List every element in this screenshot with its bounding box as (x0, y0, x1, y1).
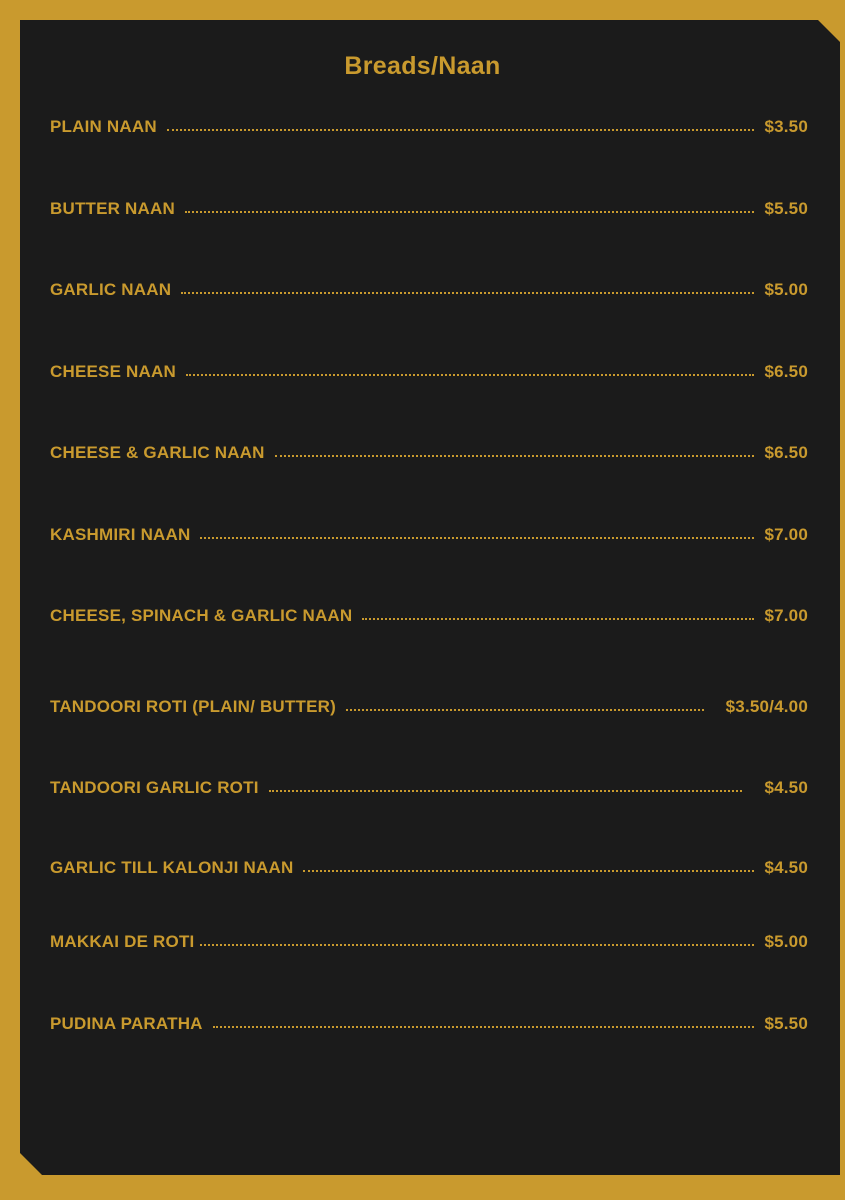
item-name: GARLIC NAAN (50, 280, 172, 299)
dotted-leader (186, 374, 755, 376)
dotted-leader (269, 790, 743, 792)
menu-item (50, 197, 808, 221)
dotted-leader (275, 455, 755, 457)
menu-panel (20, 20, 840, 1175)
dotted-leader (303, 870, 754, 872)
item-name: MAKKAI DE ROTI (50, 932, 195, 951)
item-price: $3.50 (764, 117, 808, 136)
item-price: $5.50 (764, 1014, 808, 1033)
menu-item (50, 278, 808, 302)
dotted-leader (167, 129, 755, 131)
menu-item (50, 604, 808, 628)
item-price: $4.50 (764, 778, 808, 797)
item-price: $4.50 (764, 858, 808, 877)
menu-item (50, 695, 808, 719)
item-name: PLAIN NAAN (50, 117, 157, 136)
item-price: $5.00 (764, 932, 808, 951)
item-price: $6.50 (764, 362, 808, 381)
dotted-leader (181, 292, 754, 294)
menu-item (50, 776, 808, 800)
dotted-leader (185, 211, 754, 213)
dotted-leader (200, 944, 754, 946)
menu-item (50, 441, 808, 465)
item-name: GARLIC TILL KALONJI NAAN (50, 858, 294, 877)
item-name: PUDINA PARATHA (50, 1014, 203, 1033)
menu-item (50, 856, 808, 880)
menu-item (50, 1012, 808, 1036)
item-price: $6.50 (764, 443, 808, 462)
item-name: TANDOORI ROTI (PLAIN/ BUTTER) (50, 697, 336, 716)
item-price: $7.00 (764, 525, 808, 544)
item-price: $5.50 (764, 199, 808, 218)
dotted-leader (213, 1026, 755, 1028)
item-name: CHEESE, SPINACH & GARLIC NAAN (50, 606, 353, 625)
dotted-leader (200, 537, 754, 539)
dotted-leader (346, 709, 704, 711)
dotted-leader (362, 618, 754, 620)
item-name: CHEESE NAAN (50, 362, 176, 381)
menu-section-title: Breads/Naan (344, 52, 501, 80)
item-name: BUTTER NAAN (50, 199, 175, 218)
menu-item (50, 930, 808, 954)
item-name: CHEESE & GARLIC NAAN (50, 443, 265, 462)
item-price: $5.00 (764, 280, 808, 299)
menu-item (50, 360, 808, 384)
item-price: $7.00 (764, 606, 808, 625)
menu-item (50, 115, 808, 139)
item-name: KASHMIRI NAAN (50, 525, 191, 544)
item-name: TANDOORI GARLIC ROTI (50, 778, 259, 797)
menu-item (50, 523, 808, 547)
item-price: $3.50/4.00 (725, 697, 808, 716)
